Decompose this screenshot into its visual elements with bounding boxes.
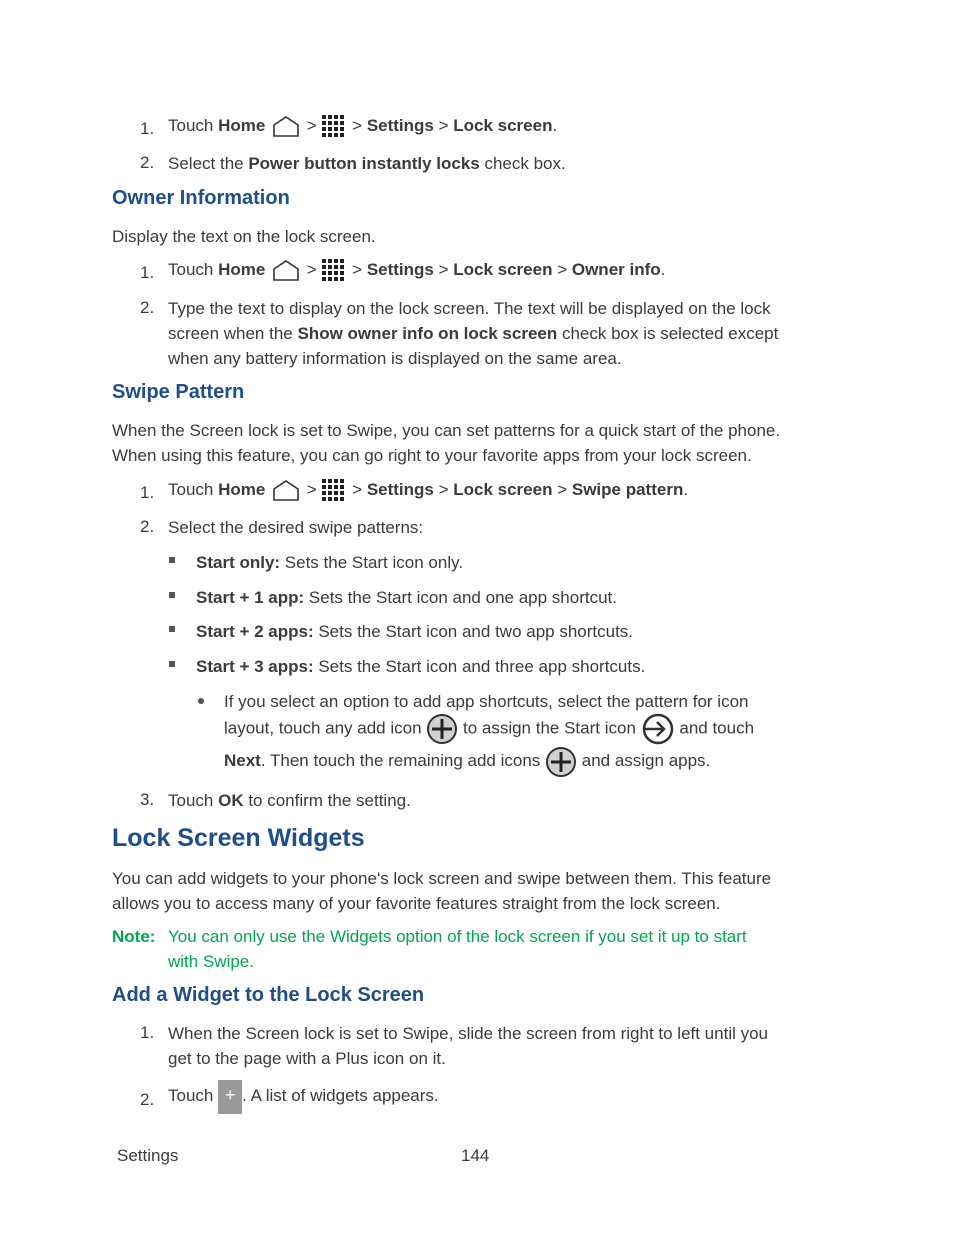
swipe-intro — [112, 418, 780, 468]
bullet-square — [169, 592, 175, 598]
option-desc: Sets the Start icon and one app shortcut. — [304, 588, 617, 607]
step-owner-text — [168, 296, 778, 371]
period: . — [660, 260, 666, 279]
note-line: with Swipe. — [168, 952, 254, 971]
apps-grid-icon — [321, 478, 347, 504]
separator: > — [433, 116, 454, 135]
bullet-square — [169, 557, 175, 563]
paragraph-line: You can add widgets to your phone's lock screen and swipe between them. This feature — [112, 869, 772, 888]
step-number: 2. — [140, 153, 155, 172]
option-label: Start only: — [196, 553, 281, 572]
settings-label: Settings — [366, 260, 434, 279]
separator: > — [347, 480, 367, 499]
step-owner-info — [168, 257, 665, 284]
separator: > — [302, 480, 322, 499]
option-label: Start + 1 app: — [196, 588, 305, 607]
step-text: Touch — [168, 1086, 219, 1105]
swipe-pattern-label: Swipe pattern — [571, 480, 684, 499]
step-text: . A list of widgets appears. — [242, 1086, 439, 1105]
step-text: to confirm the setting. — [243, 791, 411, 810]
period: . — [552, 116, 558, 135]
separator: > — [433, 480, 454, 499]
home-icon — [270, 479, 302, 503]
option-label: Start + 3 apps: — [196, 657, 314, 676]
note-text — [168, 924, 747, 974]
add-icon — [426, 713, 458, 745]
add-icon — [545, 746, 577, 778]
option-start-1-app — [196, 585, 617, 610]
step-text: screen when the — [168, 324, 298, 343]
sub-bullet-line2 — [224, 712, 754, 746]
step-swipe-pattern — [168, 477, 688, 504]
step-power-button — [168, 151, 566, 176]
step-number: 1. — [140, 483, 155, 502]
bullet-dot — [198, 698, 204, 704]
step-number: 1. — [140, 119, 155, 138]
step-number: 2. — [140, 1090, 155, 1109]
step-number: 2. — [140, 298, 155, 317]
start-icon — [641, 712, 675, 746]
sub-bullet-line1: If you select an option to add app shortcuts, select the pattern for icon — [224, 692, 749, 711]
ok-label: OK — [218, 791, 244, 810]
settings-label: Settings — [366, 116, 434, 135]
settings-label: Settings — [366, 480, 434, 499]
bullet-square — [169, 661, 175, 667]
option-desc: Sets the Start icon only. — [280, 553, 464, 572]
lock-screen-label: Lock screen — [453, 260, 553, 279]
step-touch-ok — [168, 788, 411, 813]
option-start-2-apps — [196, 619, 633, 644]
show-owner-info-label: Show owner info on lock screen — [297, 324, 558, 343]
swipe-pattern-heading: Swipe Pattern — [112, 381, 245, 403]
step-text: Touch — [168, 480, 219, 499]
note-line: You can only use the Widgets option of the lock screen if you set it up to start — [168, 927, 747, 946]
page-number: 144 — [461, 1146, 490, 1165]
home-icon — [270, 259, 302, 283]
step-number: 1. — [140, 1023, 155, 1042]
owner-info-label: Owner info — [571, 260, 661, 279]
apps-grid-icon — [321, 258, 347, 284]
step-text: check box. — [479, 154, 566, 173]
step-number: 3. — [140, 790, 155, 809]
paragraph-line: When using this feature, you can go right to your favorite apps from your lock screen. — [112, 446, 752, 465]
sub-text: and touch — [674, 718, 755, 738]
lock-screen-label: Lock screen — [453, 480, 553, 499]
period: . — [683, 480, 689, 499]
separator: > — [302, 116, 322, 135]
step-text-line: Type the text to display on the lock screen. The text will be displayed on the lock — [168, 299, 771, 318]
step-text: Touch — [168, 260, 219, 279]
lock-screen-label: Lock screen — [453, 116, 553, 135]
paragraph-line: allows you to access many of your favorite features straight from the lock screen. — [112, 894, 721, 913]
option-label: Start + 2 apps: — [196, 622, 314, 641]
bullet-square — [169, 626, 175, 632]
option-desc: Sets the Start icon and two app shortcuts. — [313, 622, 634, 641]
separator: > — [433, 260, 454, 279]
step-select-patterns: Select the desired swipe patterns: — [168, 518, 424, 537]
separator: > — [302, 260, 322, 279]
step-text: Touch — [168, 116, 219, 135]
step-text: check box is selected except — [557, 324, 779, 343]
sub-text: layout, touch any add icon — [224, 718, 427, 738]
note-label: Note: — [112, 927, 156, 946]
separator: > — [552, 480, 572, 499]
apps-grid-icon — [321, 114, 347, 140]
owner-information-heading: Owner Information — [112, 187, 290, 209]
step-slide-screen — [168, 1021, 768, 1071]
separator: > — [552, 260, 572, 279]
step-text-line: When the Screen lock is set to Swipe, slide the screen from right to left until you — [168, 1024, 769, 1043]
home-icon — [270, 115, 302, 139]
separator: > — [347, 116, 367, 135]
lock-screen-widgets-heading: Lock Screen Widgets — [112, 824, 365, 852]
sub-text: . Then touch the remaining add icons — [260, 751, 546, 770]
footer-section: Settings — [117, 1146, 179, 1165]
sub-text: and assign apps. — [577, 751, 711, 770]
home-label: Home — [218, 116, 266, 135]
step-touch-plus — [168, 1079, 439, 1114]
paragraph-line: When the Screen lock is set to Swipe, you can set patterns for a quick start of the phone. — [112, 421, 781, 440]
sub-text: to assign the Start icon — [458, 718, 641, 738]
step-text-line: when any battery information is displayed on the same area. — [168, 349, 622, 368]
separator: > — [347, 260, 367, 279]
next-label: Next — [224, 751, 261, 770]
widgets-intro — [112, 866, 771, 916]
step-text-line — [168, 321, 778, 346]
option-start-3-apps — [196, 654, 645, 679]
step-touch-home-lock — [168, 113, 557, 140]
owner-intro: Display the text on the lock screen. — [112, 227, 376, 246]
step-text: Touch — [168, 791, 219, 810]
step-text: Select the — [168, 154, 249, 173]
option-start-only — [196, 550, 463, 575]
sub-bullet-line3 — [224, 745, 710, 778]
step-text-line: get to the page with a Plus icon on it. — [168, 1049, 446, 1068]
option-desc: Sets the Start icon and three app shortcuts. — [313, 657, 646, 676]
plus-icon: + — [218, 1080, 242, 1114]
step-number: 2. — [140, 517, 155, 536]
power-button-label: Power button instantly locks — [248, 154, 480, 173]
home-label: Home — [218, 480, 266, 499]
step-number: 1. — [140, 263, 155, 282]
home-label: Home — [218, 260, 266, 279]
add-widget-heading: Add a Widget to the Lock Screen — [112, 984, 425, 1006]
